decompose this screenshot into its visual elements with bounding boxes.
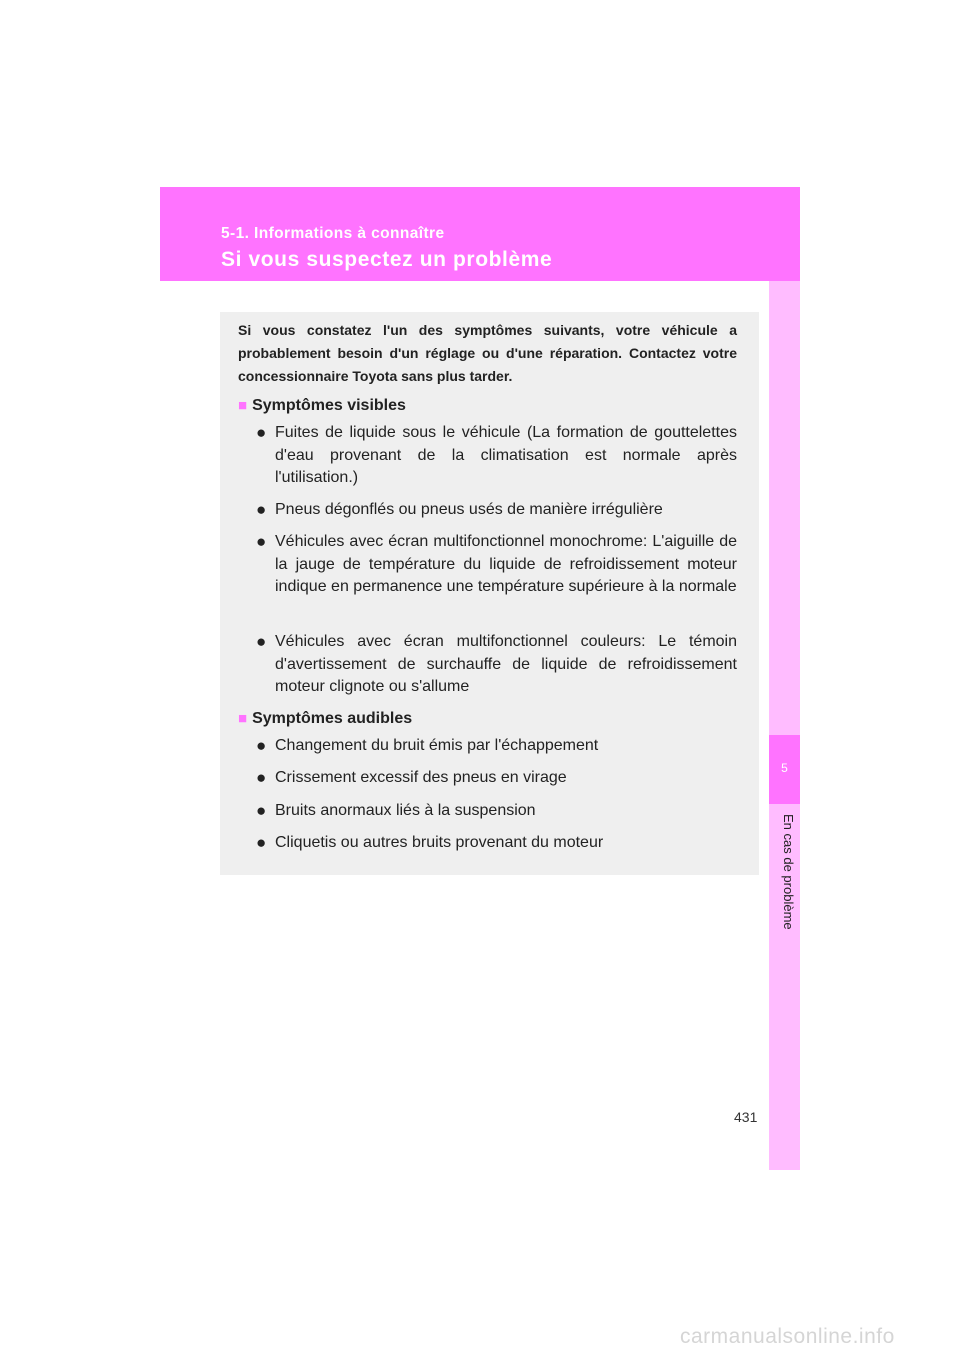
symptoms-panel bbox=[220, 312, 759, 875]
page-number: 431 bbox=[734, 1109, 758, 1125]
chapter-label: En cas de problème bbox=[781, 814, 796, 930]
square-icon: ■ bbox=[238, 397, 248, 414]
side-tab bbox=[769, 281, 800, 1170]
page-title: Si vous suspectez un problème bbox=[221, 248, 553, 271]
bullet-dot-icon: ● bbox=[256, 632, 267, 651]
list-item: ● Fuites de liquide sous le véhicule (La formation de gouttelettes d'eau provenant de la climatisation est normale après l'utilisation.) bbox=[256, 423, 737, 486]
bullet-dot-icon: ● bbox=[256, 833, 267, 852]
intro-text: Si vous constatez l'un des symptômes suivants, votre véhicule a probablement besoin d'un réglage ou d'une réparation. Contactez votre concessionnaire Toyota sans plus tarder. bbox=[238, 322, 737, 384]
list-item: ● Pneus dégonflés ou pneus usés de manière irrégulière bbox=[256, 499, 737, 522]
list-item: ● Véhicules avec écran multifonctionnel couleurs: Le témoin d'avertissement de surchauffe de liquide de refroidissement moteur clignote ou s'allume bbox=[256, 632, 737, 695]
list-item: ● Véhicules avec écran multifonctionnel monochrome: L'aiguille de la jauge de température du liquide de refroidissement moteur indique en permanence une température supérieure à la normale bbox=[256, 532, 737, 595]
heading-visible-symptoms: ■ Symptômes visibles bbox=[238, 397, 406, 414]
list-item: ● Bruits anormaux liés à la suspension bbox=[256, 800, 737, 823]
section-label: 5-1. Informations à connaître bbox=[221, 225, 445, 242]
heading-audible-symptoms: ■ Symptômes audibles bbox=[238, 710, 413, 727]
chapter-number[interactable]: 5 bbox=[769, 735, 800, 804]
square-icon: ■ bbox=[238, 710, 248, 727]
bullet-dot-icon: ● bbox=[256, 423, 267, 442]
bullet-dot-icon: ● bbox=[256, 801, 267, 820]
bullet-dot-icon: ● bbox=[256, 736, 267, 755]
bullet-dot-icon: ● bbox=[256, 500, 267, 519]
bullet-dot-icon: ● bbox=[256, 532, 267, 551]
list-item: ● Cliquetis ou autres bruits provenant du moteur bbox=[256, 832, 737, 855]
list-item: ● Changement du bruit émis par l'échappement bbox=[256, 735, 737, 758]
watermark: carmanualsonline.info bbox=[680, 1325, 895, 1348]
list-item: ● Crissement excessif des pneus en virage bbox=[256, 767, 737, 790]
page-header bbox=[160, 187, 800, 281]
bullet-dot-icon: ● bbox=[256, 768, 267, 787]
